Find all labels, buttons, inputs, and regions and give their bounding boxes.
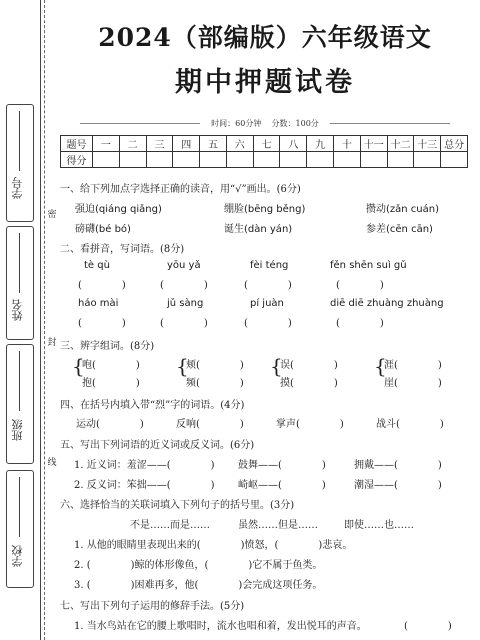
student-id-blank[interactable] [19,111,20,171]
student-id-label: 学号 [11,177,24,199]
score-input-cell[interactable] [226,152,253,168]
score-input-cell[interactable] [146,152,173,168]
score-row-label: 得分 [61,152,93,168]
q6-sentence[interactable]: 3. ( )困难再多，他( )会完成这项任务。 [74,580,323,591]
class-label: 班级 [11,419,24,441]
q2-answer-blank[interactable]: ( ) [336,318,384,329]
q6-option: 不是……而是…… [130,520,210,531]
q1-item[interactable]: 攒动(zǎn cuán) [366,204,439,215]
q3-blank[interactable]: 误( ) [280,360,338,371]
page-title: 2024（部编版）六年级语文 [98,23,432,52]
name-label: 姓名 [11,299,24,321]
q6-option: 即使……也…… [344,520,414,531]
student-id-box[interactable] [6,104,34,222]
score-label: 分数：100分 [271,119,319,128]
q2-answer-blank[interactable]: ( ) [244,318,292,329]
meta-rule-left [80,123,200,124]
score-input-cell[interactable] [173,152,200,168]
q3-blank[interactable]: 涯( ) [384,360,442,371]
q5-title: 五、写出下列词语的近义词或反义词。(6分) [60,440,255,451]
q2-pinyin: tè qù [84,260,110,271]
q3-blank[interactable]: 频( ) [186,378,244,389]
q4-blank[interactable]: 反响( ) [176,419,244,430]
q3-blank[interactable]: 崖( ) [384,378,442,389]
school-blank[interactable] [19,477,20,537]
q6-option: 虽然……但是…… [238,520,318,531]
q2-answer-blank[interactable]: ( ) [160,318,208,329]
exam-meta [60,118,470,129]
school-box[interactable] [6,470,34,588]
q5-antonym-item[interactable]: 崎岖——( ) [238,480,326,491]
q2-pinyin: yōu yǎ [167,260,201,271]
q4-blank[interactable]: 掌声( ) [276,419,344,430]
q5-antonym-item[interactable]: 2. 反义词：笨拙——( ) [74,480,215,491]
q2-pinyin: diē diē zhuàng zhuàng [330,298,444,309]
score-cell-header: 十三 [414,136,441,152]
q7-sentence: 1. 当水鸟站在它的腰上歌唱时，流水也唱和着，发出悦耳的声音。 [74,621,367,632]
score-input-cell[interactable] [414,152,441,168]
page-subtitle: 期中押题试卷 [175,67,355,98]
brace-icon: { [72,354,85,378]
class-blank[interactable] [19,351,20,411]
score-table-header-row [61,136,468,152]
score-cell-header: 五 [200,136,227,152]
time-label: 时间：60分钟 [211,119,262,128]
q5-synonym-item[interactable]: 1. 近义词：羞涩——( ) [74,460,215,471]
name-blank[interactable] [19,233,20,293]
q1-item[interactable]: 诞生(dàn yán) [224,224,293,235]
score-cell-header: 六 [226,136,253,152]
score-cell-header: 七 [253,136,280,152]
q6-title: 六、选择恰当的关联词填入下列句子的括号里。(3分) [60,500,295,511]
binding-char-feng: 封 [47,338,57,348]
q6-sentence[interactable]: 2. ( )鲸的体形像鱼，( )它不属于鱼类。 [74,560,323,571]
q2-pinyin: fèi téng [250,260,289,271]
q5-synonym-item[interactable]: 鼓舞——( ) [238,460,326,471]
score-input-cell[interactable] [200,152,227,168]
brace-icon: { [374,354,387,378]
q1-item[interactable]: 参差(cēn cān) [366,224,433,235]
q2-pinyin: háo mài [78,298,119,309]
q2-pinyin: jǔ sàng [167,298,204,309]
binding-dashed-line [44,0,45,640]
q1-title: 一、给下列加点字选择正确的读音，用“√”画出。(6分) [60,184,301,195]
brace-icon: { [176,354,189,378]
q5-synonym-item[interactable]: 拥戴——( ) [354,460,442,471]
score-input-cell[interactable] [334,152,361,168]
score-input-cell[interactable] [441,152,468,168]
score-cell-header: 二 [119,136,146,152]
binding-char-mi: 密 [47,210,57,220]
q3-blank[interactable]: 咆( ) [82,360,140,371]
q2-pinyin: pí juàn [250,298,284,309]
q3-blank[interactable]: 抱( ) [82,378,140,389]
score-table-score-row [61,152,468,168]
score-cell-header: 八 [280,136,307,152]
q2-answer-blank[interactable]: ( ) [78,318,126,329]
score-input-cell[interactable] [387,152,414,168]
score-input-cell[interactable] [93,152,120,168]
binding-border-line [40,0,41,640]
score-input-cell[interactable] [360,152,387,168]
score-cell-header: 总分 [441,136,468,152]
q1-item[interactable]: 强迫(qiáng qiǎng) [75,204,162,215]
score-input-cell[interactable] [253,152,280,168]
q3-title: 三、辨字组词。(8分) [60,341,155,352]
q1-item[interactable]: 磅礴(bé bó) [75,224,131,235]
score-cell-header: 十一 [360,136,387,152]
q3-blank[interactable]: 摸( ) [280,378,338,389]
q7-title: 七、写出下列句子运用的修辞手法。(5分) [60,601,245,612]
score-cell-header: 一 [93,136,120,152]
score-input-cell[interactable] [119,152,146,168]
q1-item[interactable]: 绷脸(bēng běng) [224,204,306,215]
score-input-cell[interactable] [307,152,334,168]
score-table [60,135,468,168]
q3-blank[interactable]: 颊( ) [186,360,244,371]
q5-antonym-item[interactable]: 潮湿——( ) [354,480,442,491]
school-label: 学校 [11,545,24,567]
brace-icon: { [270,354,283,378]
score-cell-header: 十二 [387,136,414,152]
name-box[interactable] [6,226,34,340]
q6-sentence[interactable]: 1. 从他的眼睛里表现出来的( )愤怒，( )悲哀。 [74,540,353,551]
meta-rule-right [330,123,450,124]
q4-blank[interactable]: 运动( ) [76,419,144,430]
score-cell-header: 四 [173,136,200,152]
q2-title: 二、看拼音，写词语。(8分) [60,244,185,255]
class-box[interactable] [6,344,34,464]
q4-title: 四、在括号内填入带“烈”字的词语。(4分) [60,400,245,411]
q2-pinyin: fěn shēn suì gǔ [330,260,407,271]
q2-answer-blank[interactable]: ( ) [78,280,126,291]
binding-char-xian: 线 [47,458,57,468]
q4-blank[interactable]: 战斗( ) [376,419,444,430]
score-cell-header: 十 [334,136,361,152]
q2-answer-blank[interactable]: ( ) [160,280,208,291]
score-input-cell[interactable] [280,152,307,168]
q7-answer-blank[interactable]: ( ) [404,621,452,632]
q2-answer-blank[interactable]: ( ) [336,280,384,291]
score-cell-header: 九 [307,136,334,152]
q2-answer-blank[interactable]: ( ) [244,280,292,291]
score-cell-header: 三 [146,136,173,152]
score-cell-header: 题号 [61,136,93,152]
